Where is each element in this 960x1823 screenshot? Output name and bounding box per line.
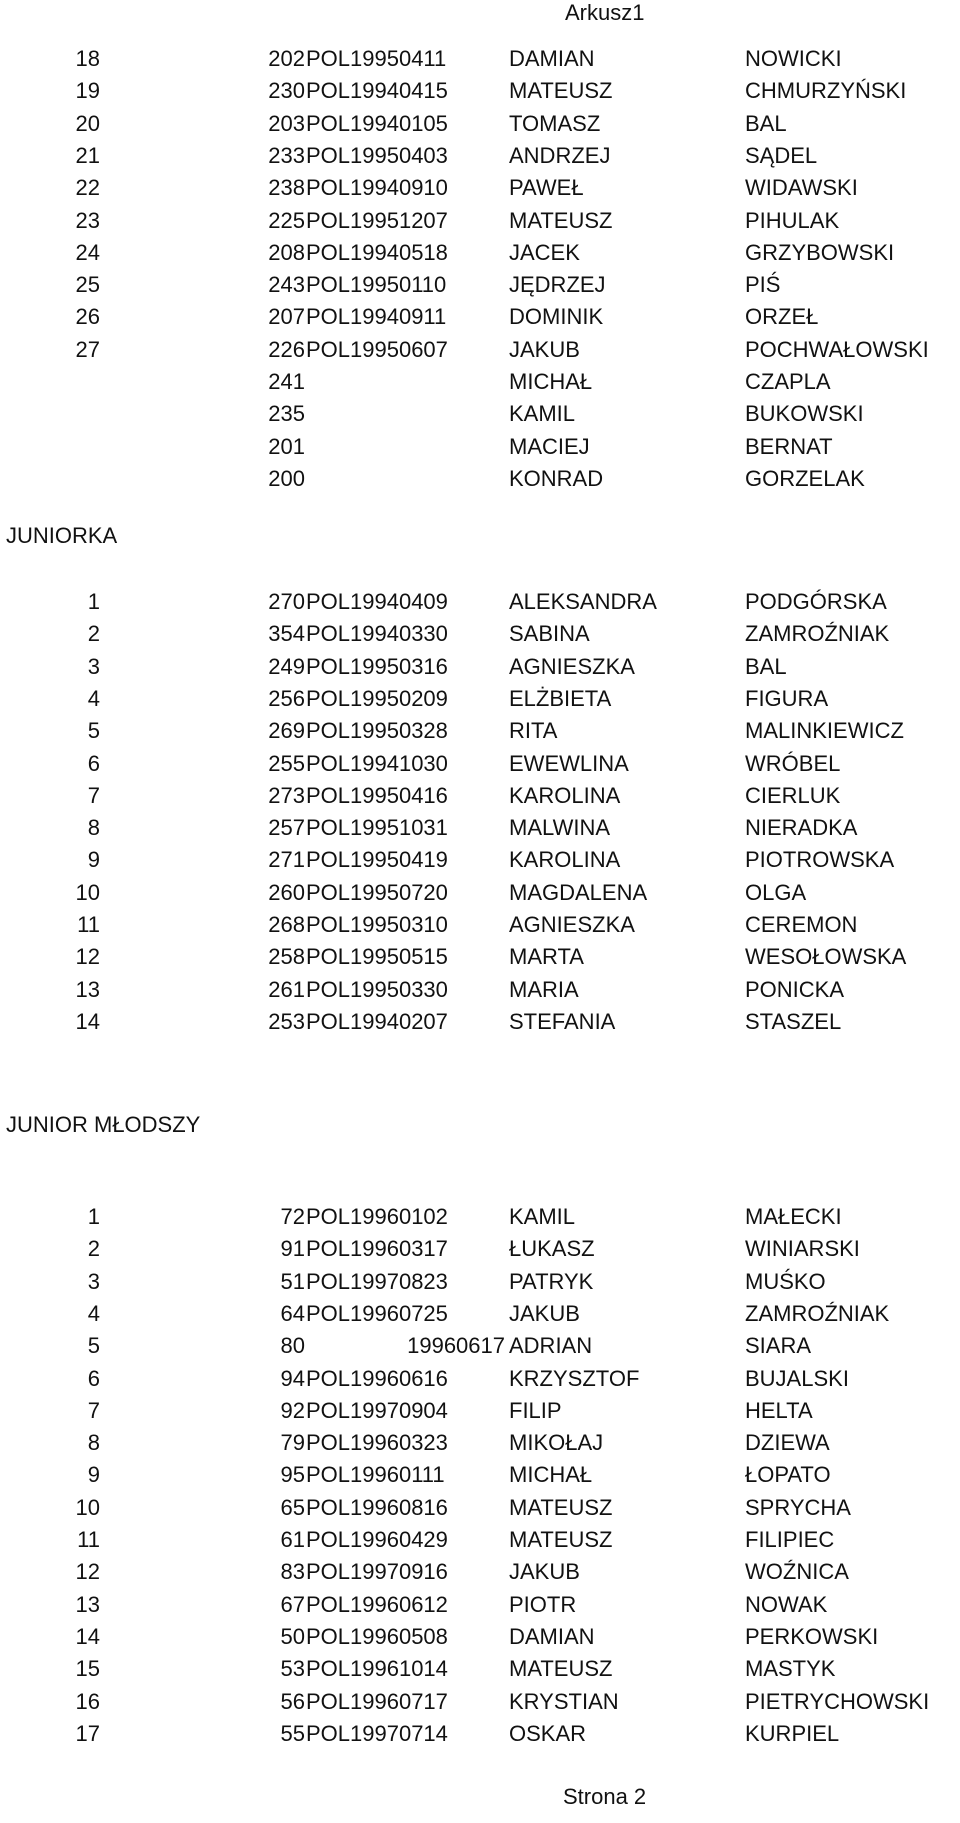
first-name-cell: EWEWLINA xyxy=(509,750,629,776)
table-row xyxy=(0,1233,960,1265)
last-name-cell: PODGÓRSKA xyxy=(745,589,887,614)
start-number-cell: 257 xyxy=(268,815,305,841)
start-number-cell: 271 xyxy=(268,847,305,873)
start-number-cell: 207 xyxy=(268,304,305,330)
last-name-cell: MALINKIEWICZ xyxy=(745,718,904,744)
last-name-cell: PERKOWSKI xyxy=(745,1623,879,1649)
start-number-cell: 238 xyxy=(268,175,305,201)
table-row xyxy=(0,301,960,333)
licence-code-cell: POL19950316 xyxy=(306,653,448,679)
last-name-cell: STASZEL xyxy=(745,1008,842,1034)
row-number-cell: 1 xyxy=(87,1204,100,1229)
start-number-cell: 226 xyxy=(268,336,305,362)
row-number-cell: 18 xyxy=(75,46,100,71)
table-row xyxy=(0,812,960,844)
start-number-cell: 91 xyxy=(280,1236,305,1262)
first-name-cell: TOMASZ xyxy=(509,110,601,136)
start-number-cell: 79 xyxy=(280,1430,305,1456)
start-number-cell: 255 xyxy=(268,750,305,776)
first-name-cell: DOMINIK xyxy=(509,304,604,330)
first-name-cell: MATEUSZ xyxy=(509,207,613,233)
table-row xyxy=(0,334,960,366)
first-name-cell: MATEUSZ xyxy=(509,1656,613,1682)
last-name-cell: MASTYK xyxy=(745,1656,836,1682)
first-name-cell: KAMIL xyxy=(509,1204,576,1229)
row-number-cell: 13 xyxy=(75,1591,100,1617)
start-number-cell: 83 xyxy=(280,1559,305,1585)
licence-code-cell: POL19970823 xyxy=(306,1268,448,1294)
first-name-cell: JĘDRZEJ xyxy=(509,272,606,298)
licence-code-cell: POL19940330 xyxy=(306,621,448,647)
licence-code-cell: POL19950411 xyxy=(306,46,447,71)
start-number-cell: 64 xyxy=(280,1300,305,1326)
row-number-cell: 8 xyxy=(87,815,100,841)
row-number-cell: 6 xyxy=(87,750,100,776)
table-row xyxy=(0,1298,960,1330)
table-row xyxy=(0,75,960,107)
last-name-cell: BUKOWSKI xyxy=(745,401,864,427)
row-number-cell: 4 xyxy=(87,685,100,711)
licence-code-cell: POL19960323 xyxy=(306,1430,448,1456)
row-number-cell: 20 xyxy=(75,110,100,136)
last-name-cell: NOWICKI xyxy=(745,46,842,71)
last-name-cell: CZAPLA xyxy=(745,369,831,394)
row-number-cell: 19 xyxy=(75,78,100,104)
table-row xyxy=(0,463,960,495)
table-row xyxy=(0,1006,960,1038)
last-name-cell: MAŁECKI xyxy=(745,1204,842,1229)
start-number-cell: 261 xyxy=(268,976,305,1002)
row-number-cell: 25 xyxy=(75,272,100,298)
licence-code-cell: POL19950416 xyxy=(306,782,448,808)
table-row xyxy=(0,366,960,398)
start-number-cell: 253 xyxy=(268,1008,305,1034)
licence-code-cell: POL19970916 xyxy=(306,1559,448,1585)
table-row xyxy=(0,1363,960,1395)
table-row xyxy=(0,1524,960,1556)
last-name-cell: PONICKA xyxy=(745,976,845,1002)
first-name-cell: FILIP xyxy=(509,1397,562,1423)
licence-code-cell: POL19950328 xyxy=(306,718,448,744)
last-name-cell: SIARA xyxy=(745,1333,812,1359)
licence-code-cell: 19960617 xyxy=(407,1333,505,1359)
last-name-cell: FIGURA xyxy=(745,685,829,711)
table-row xyxy=(0,618,960,650)
licence-code-cell: POL19950310 xyxy=(306,912,448,937)
licence-code-cell: POL19960429 xyxy=(306,1527,448,1552)
first-name-cell: KAROLINA xyxy=(509,847,621,873)
licence-code-cell: POL19940207 xyxy=(306,1008,448,1034)
row-number-cell: 14 xyxy=(75,1623,100,1649)
last-name-cell: GORZELAK xyxy=(745,465,865,491)
table-row xyxy=(0,1492,960,1524)
table-row xyxy=(0,108,960,140)
row-number-cell: 14 xyxy=(75,1008,100,1034)
start-number-cell: 249 xyxy=(268,653,305,679)
last-name-cell: CEREMON xyxy=(745,912,858,937)
start-number-cell: 203 xyxy=(268,110,305,136)
last-name-cell: SĄDEL xyxy=(745,142,818,168)
start-number-cell: 233 xyxy=(268,142,305,168)
first-name-cell: RITA xyxy=(509,718,558,744)
first-name-cell: AGNIESZKA xyxy=(509,653,635,679)
licence-code-cell: POL19951031 xyxy=(306,815,448,841)
last-name-cell: CIERLUK xyxy=(745,782,841,808)
start-number-cell: 67 xyxy=(280,1591,305,1617)
last-name-cell: POCHWAŁOWSKI xyxy=(745,336,929,362)
start-number-cell: 243 xyxy=(268,272,305,298)
table-row xyxy=(0,1589,960,1621)
last-name-cell: WINIARSKI xyxy=(745,1236,860,1262)
section-title: JUNIORKA xyxy=(6,523,118,548)
first-name-cell: ŁUKASZ xyxy=(509,1236,595,1262)
first-name-cell: JAKUB xyxy=(509,1559,580,1585)
last-name-cell: WIDAWSKI xyxy=(745,175,858,201)
start-number-cell: 55 xyxy=(280,1720,305,1746)
last-name-cell: BAL xyxy=(745,110,787,136)
licence-code-cell: POL19960816 xyxy=(306,1494,448,1520)
licence-code-cell: POL19960508 xyxy=(306,1623,448,1649)
table-row xyxy=(0,1653,960,1685)
table-row xyxy=(0,909,960,941)
start-number-cell: 208 xyxy=(268,239,305,265)
first-name-cell: MICHAŁ xyxy=(509,369,593,394)
table-row xyxy=(0,237,960,269)
row-number-cell: 24 xyxy=(75,239,100,265)
last-name-cell: HELTA xyxy=(745,1397,813,1423)
licence-code-cell: POL19960612 xyxy=(306,1591,448,1617)
first-name-cell: JAKUB xyxy=(509,1300,580,1326)
first-name-cell: KONRAD xyxy=(509,465,604,491)
table-row xyxy=(0,1718,960,1750)
first-name-cell: JAKUB xyxy=(509,336,580,362)
table-row xyxy=(0,205,960,237)
first-name-cell: PAWEŁ xyxy=(509,175,584,201)
first-name-cell: ANDRZEJ xyxy=(509,142,611,168)
row-number-cell: 8 xyxy=(87,1430,100,1456)
row-number-cell: 16 xyxy=(75,1688,100,1714)
start-number-cell: 53 xyxy=(280,1656,305,1682)
first-name-cell: DAMIAN xyxy=(509,46,595,71)
last-name-cell: PIETRYCHOWSKI xyxy=(745,1688,930,1714)
licence-code-cell: POL19960102 xyxy=(306,1204,448,1229)
page-footer: Strona 2 xyxy=(563,1784,647,1809)
first-name-cell: KAROLINA xyxy=(509,782,621,808)
last-name-cell: NIERADKA xyxy=(745,815,858,841)
last-name-cell: ZAMROŹNIAK xyxy=(745,1300,890,1326)
first-name-cell: MICHAŁ xyxy=(509,1462,593,1488)
last-name-cell: OLGA xyxy=(745,879,807,905)
start-number-cell: 258 xyxy=(268,944,305,970)
table-row xyxy=(0,941,960,973)
last-name-cell: WESOŁOWSKA xyxy=(745,944,907,970)
licence-code-cell: POL19970714 xyxy=(306,1720,448,1746)
start-number-cell: 225 xyxy=(268,207,305,233)
first-name-cell: MATEUSZ xyxy=(509,78,613,104)
first-name-cell: MACIEJ xyxy=(509,433,590,459)
row-number-cell: 9 xyxy=(87,847,100,873)
row-number-cell: 4 xyxy=(87,1300,100,1326)
table-row xyxy=(0,844,960,876)
row-number-cell: 27 xyxy=(75,336,100,362)
row-number-cell: 2 xyxy=(87,1236,100,1262)
first-name-cell: MATEUSZ xyxy=(509,1527,613,1552)
table-row xyxy=(0,780,960,812)
table-row xyxy=(0,1621,960,1653)
table-row xyxy=(0,140,960,172)
licence-code-cell: POL19941030 xyxy=(306,750,448,776)
last-name-cell: PIHULAK xyxy=(745,207,840,233)
first-name-cell: KRZYSZTOF xyxy=(509,1365,640,1391)
licence-code-cell: POL19951207 xyxy=(306,207,448,233)
row-number-cell: 5 xyxy=(87,1333,100,1359)
first-name-cell: MATEUSZ xyxy=(509,1494,613,1520)
start-number-cell: 230 xyxy=(268,78,305,104)
table-row xyxy=(0,715,960,747)
table-row xyxy=(0,683,960,715)
row-number-cell: 6 xyxy=(87,1365,100,1391)
row-number-cell: 3 xyxy=(87,1268,100,1294)
licence-code-cell: POL19950330 xyxy=(306,976,448,1002)
table-row xyxy=(0,974,960,1006)
row-number-cell: 10 xyxy=(75,1494,100,1520)
row-number-cell: 7 xyxy=(87,782,100,808)
start-number-cell: 260 xyxy=(268,879,305,905)
last-name-cell: CHMURZYŃSKI xyxy=(745,78,907,104)
start-number-cell: 92 xyxy=(280,1397,305,1423)
last-name-cell: MUŚKO xyxy=(745,1268,826,1294)
last-name-cell: KURPIEL xyxy=(745,1720,840,1746)
table-row xyxy=(0,748,960,780)
start-number-cell: 94 xyxy=(280,1365,305,1391)
first-name-cell: OSKAR xyxy=(509,1720,587,1746)
start-number-cell: 61 xyxy=(280,1527,305,1552)
table-row xyxy=(0,398,960,430)
table-row xyxy=(0,431,960,463)
start-number-cell: 202 xyxy=(268,46,305,71)
first-name-cell: SABINA xyxy=(509,621,590,647)
first-name-cell: STEFANIA xyxy=(509,1008,616,1034)
row-number-cell: 11 xyxy=(77,912,100,937)
last-name-cell: DZIEWA xyxy=(745,1430,830,1456)
table-row xyxy=(0,1395,960,1427)
last-name-cell: PIOTROWSKA xyxy=(745,847,895,873)
licence-code-cell: POL19950419 xyxy=(306,847,448,873)
table-row xyxy=(0,1556,960,1588)
first-name-cell: KAMIL xyxy=(509,401,576,427)
last-name-cell: FILIPIEC xyxy=(745,1527,835,1552)
start-number-cell: 354 xyxy=(268,621,305,647)
sheet-title: Arkusz1 xyxy=(565,0,645,25)
row-number-cell: 12 xyxy=(75,944,100,970)
last-name-cell: BUJALSKI xyxy=(745,1365,849,1391)
start-number-cell: 72 xyxy=(280,1204,305,1229)
licence-code-cell: POL19940518 xyxy=(306,239,448,265)
first-name-cell: MARIA xyxy=(509,976,579,1002)
licence-code-cell: POL19950403 xyxy=(306,142,448,168)
row-number-cell: 2 xyxy=(87,621,100,647)
licence-code-cell: POL19940911 xyxy=(306,304,447,330)
licence-code-cell: POL19940409 xyxy=(306,589,448,614)
row-number-cell: 23 xyxy=(75,207,100,233)
first-name-cell: MALWINA xyxy=(509,815,611,841)
row-number-cell: 5 xyxy=(87,718,100,744)
last-name-cell: WRÓBEL xyxy=(745,750,841,776)
table-row xyxy=(0,269,960,301)
licence-code-cell: POL19950720 xyxy=(306,879,448,905)
last-name-cell: WOŹNICA xyxy=(745,1559,849,1585)
section-title: JUNIOR MŁODSZY xyxy=(6,1112,201,1137)
table-row xyxy=(0,651,960,683)
start-number-cell: 270 xyxy=(268,589,305,614)
licence-code-cell: POL19961014 xyxy=(306,1656,448,1682)
row-number-cell: 7 xyxy=(87,1397,100,1423)
table-row xyxy=(0,43,960,75)
start-number-cell: 95 xyxy=(280,1462,305,1488)
licence-code-cell: POL19940105 xyxy=(306,110,448,136)
licence-code-cell: POL19960725 xyxy=(306,1300,448,1326)
last-name-cell: ORZEŁ xyxy=(745,304,819,330)
licence-code-cell: POL19940415 xyxy=(306,78,448,104)
licence-code-cell: POL19960111 xyxy=(306,1462,445,1488)
row-number-cell: 11 xyxy=(77,1527,100,1552)
table-row xyxy=(0,1201,960,1233)
row-number-cell: 1 xyxy=(87,589,100,614)
first-name-cell: ADRIAN xyxy=(509,1333,593,1359)
row-number-cell: 17 xyxy=(75,1720,100,1746)
last-name-cell: PIŚ xyxy=(745,272,781,298)
last-name-cell: NOWAK xyxy=(745,1591,828,1617)
table-row xyxy=(0,1686,960,1718)
row-number-cell: 9 xyxy=(87,1462,100,1488)
first-name-cell: ALEKSANDRA xyxy=(509,589,657,614)
start-number-cell: 273 xyxy=(268,782,305,808)
licence-code-cell: POL19970904 xyxy=(306,1397,448,1423)
row-number-cell: 22 xyxy=(75,175,100,201)
licence-code-cell: POL19950209 xyxy=(306,685,448,711)
row-number-cell: 3 xyxy=(87,653,100,679)
first-name-cell: ELŻBIETA xyxy=(509,685,612,711)
row-number-cell: 10 xyxy=(75,879,100,905)
first-name-cell: KRYSTIAN xyxy=(509,1688,619,1714)
start-number-cell: 256 xyxy=(268,685,305,711)
row-number-cell: 13 xyxy=(75,976,100,1002)
start-number-cell: 65 xyxy=(280,1494,305,1520)
start-number-cell: 56 xyxy=(280,1688,305,1714)
first-name-cell: MAGDALENA xyxy=(509,879,648,905)
first-name-cell: JACEK xyxy=(509,239,580,265)
table-row xyxy=(0,1459,960,1491)
last-name-cell: ŁOPATO xyxy=(745,1462,831,1488)
row-number-cell: 26 xyxy=(75,304,100,330)
licence-code-cell: POL19960717 xyxy=(306,1688,448,1714)
licence-code-cell: POL19950607 xyxy=(306,336,448,362)
start-number-cell: 269 xyxy=(268,718,305,744)
first-name-cell: PATRYK xyxy=(509,1268,594,1294)
row-number-cell: 12 xyxy=(75,1559,100,1585)
table-row xyxy=(0,172,960,204)
start-number-cell: 50 xyxy=(280,1623,305,1649)
start-number-cell: 51 xyxy=(280,1268,305,1294)
licence-code-cell: POL19940910 xyxy=(306,175,448,201)
table-row xyxy=(0,1330,960,1362)
first-name-cell: MIKOŁAJ xyxy=(509,1430,604,1456)
last-name-cell: BAL xyxy=(745,653,787,679)
last-name-cell: SPRYCHA xyxy=(745,1494,851,1520)
start-number-cell: 268 xyxy=(268,912,305,937)
licence-code-cell: POL19950110 xyxy=(306,272,447,298)
first-name-cell: AGNIESZKA xyxy=(509,912,635,937)
start-number-cell: 80 xyxy=(280,1333,305,1359)
first-name-cell: DAMIAN xyxy=(509,1623,595,1649)
start-number-cell: 201 xyxy=(268,433,305,459)
last-name-cell: GRZYBOWSKI xyxy=(745,239,895,265)
licence-code-cell: POL19960616 xyxy=(306,1365,448,1391)
table-row xyxy=(0,1266,960,1298)
start-number-cell: 200 xyxy=(268,465,305,491)
first-name-cell: PIOTR xyxy=(509,1591,577,1617)
start-number-cell: 241 xyxy=(268,369,305,394)
licence-code-cell: POL19950515 xyxy=(306,944,448,970)
start-number-cell: 235 xyxy=(268,401,305,427)
table-row xyxy=(0,586,960,618)
table-row xyxy=(0,1427,960,1459)
row-number-cell: 15 xyxy=(75,1656,100,1682)
last-name-cell: ZAMROŹNIAK xyxy=(745,621,890,647)
last-name-cell: BERNAT xyxy=(745,433,833,459)
row-number-cell: 21 xyxy=(75,142,100,168)
table-row xyxy=(0,877,960,909)
first-name-cell: MARTA xyxy=(509,944,584,970)
licence-code-cell: POL19960317 xyxy=(306,1236,448,1262)
